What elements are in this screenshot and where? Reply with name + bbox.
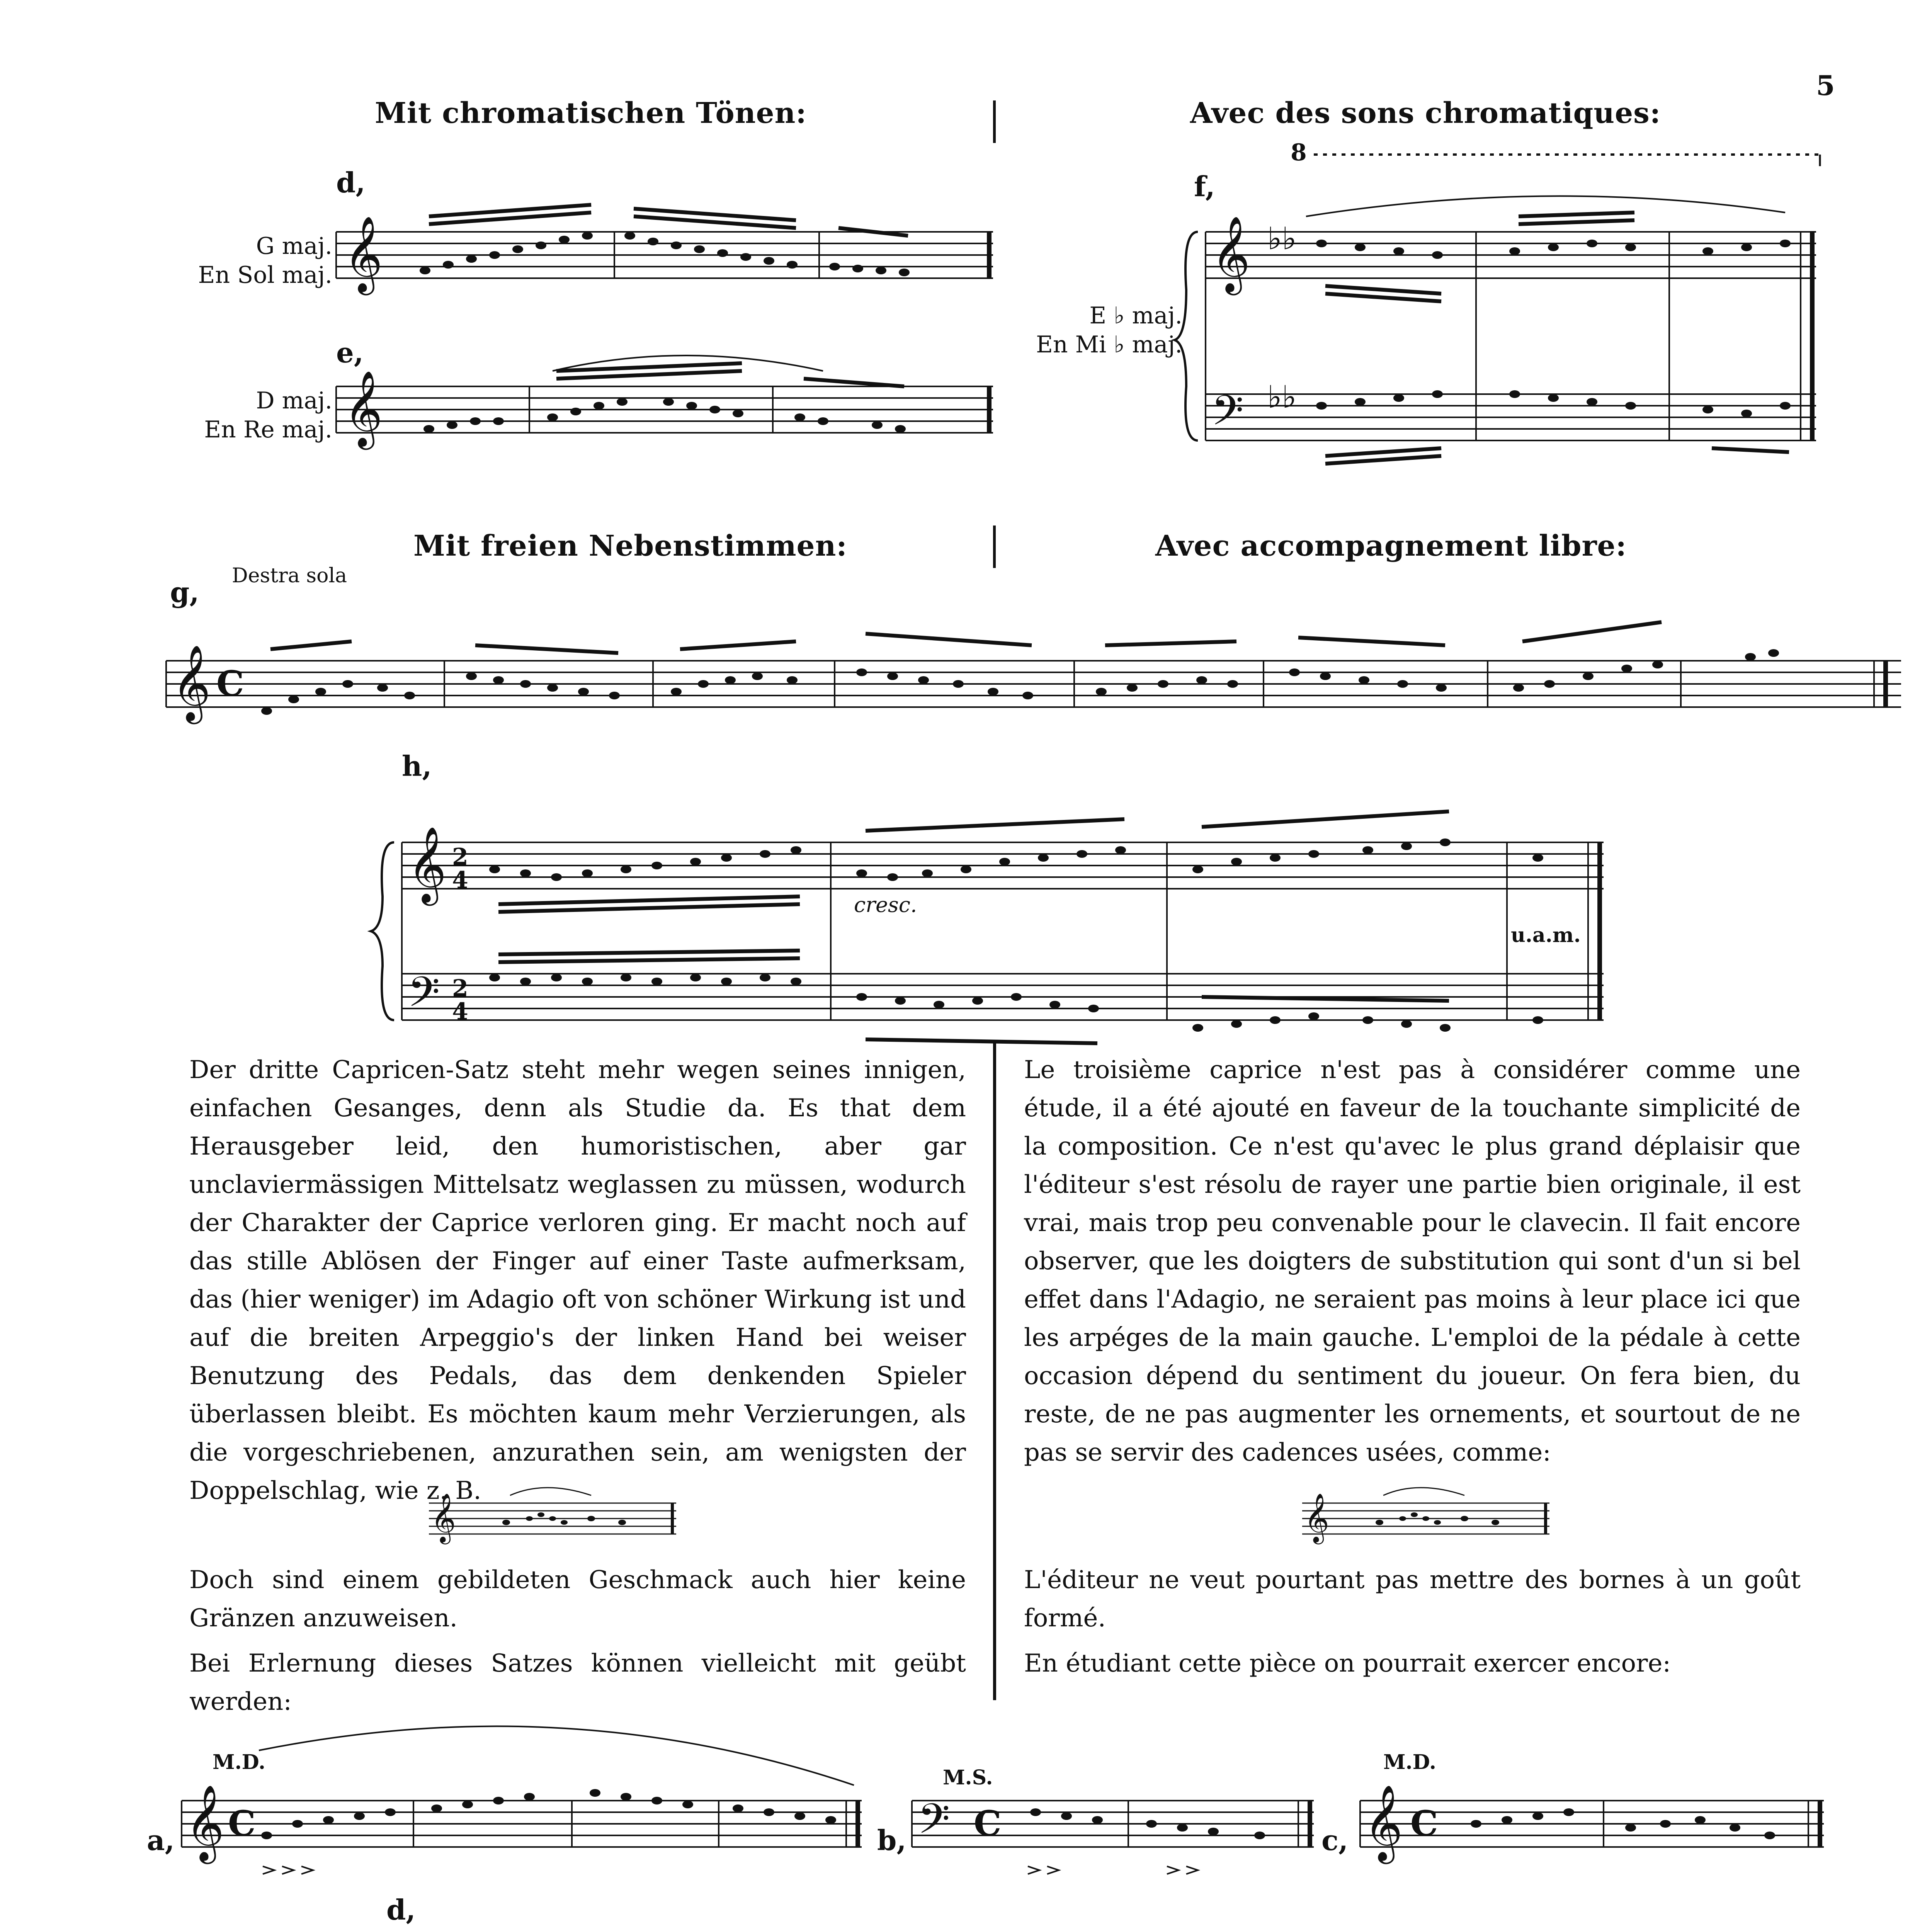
svg-text:𝄞: 𝄞	[431, 1493, 456, 1542]
paragraph-fr-3: En étudiant cette pièce on pourrait exercer encore:	[1024, 1649, 1671, 1678]
text-column-french	[1024, 1051, 1801, 1479]
svg-text:𝄞: 𝄞	[185, 1784, 224, 1861]
key-fr: En Re maj.	[204, 416, 332, 443]
grand-staff-example-h	[379, 796, 1615, 1066]
paragraph-de-2: Doch sind einem gebildeten Geschmack auch hier keine Gränzen anzuweisen.	[189, 1566, 966, 1633]
column-divider	[993, 1043, 996, 1700]
column-divider	[993, 526, 996, 568]
example-d-label: d,	[336, 166, 366, 199]
page-number: 5	[1816, 70, 1835, 102]
example-d-key	[116, 232, 332, 290]
svg-text:2: 2	[452, 844, 468, 871]
direction-destra-sola: Destra sola	[232, 564, 347, 587]
ottava-line	[1314, 151, 1828, 166]
paragraph-de-1: Der dritte Capricen-Satz steht mehr wegen seines innigen, einfachen Gesanges, denn als Studie da. Es that dem Herausgeber leid, den humoristischen, aber gar unclaviermässigen Mittelsatz weglassen zu müssen, wodurch der Charakter der Caprice verloren ging. Er macht noch auf das stille Ablösen der Finger auf einer Taste aufmerksam, das (hier weniger) im Adagio oft von schöner Wirkung ist und auf die breiten Arpeggio's der linken Hand bei weiser Benutzung des Pedals, das dem denkenden Spieler überlassen bleibt. Es möchten kaum mehr Verzierungen, als die vorgeschriebenen, anzurathen sein, am wenigsten der Doppelschlag, wie z. B.	[189, 1056, 966, 1505]
cresc-marking: cresc.	[854, 893, 917, 917]
svg-text:𝄢: 𝄢	[918, 1794, 950, 1853]
key-de: G maj.	[256, 233, 332, 260]
svg-text:𝄞: 𝄞	[1304, 1493, 1330, 1542]
exercise-c-hand: M.D.	[1383, 1750, 1437, 1774]
svg-text:2: 2	[452, 975, 468, 1002]
staff-exercise-c	[1360, 1785, 1828, 1901]
key-fr: En Mi ♭ maj.	[1036, 331, 1182, 358]
svg-text:C: C	[1410, 1803, 1438, 1844]
heading-accomp-fr: Avec accompagnement libre:	[1155, 529, 1627, 563]
grand-staff-example-f	[1182, 193, 1839, 487]
svg-text:𝄢: 𝄢	[1211, 386, 1244, 445]
column-divider	[993, 100, 996, 143]
turn-example-german	[429, 1480, 692, 1549]
turn-example-french	[1302, 1480, 1565, 1549]
text-column-german	[189, 1051, 966, 1517]
example-g-label: g,	[170, 576, 199, 609]
svg-text:𝄞: 𝄞	[344, 216, 383, 292]
svg-text:𝄞: 𝄞	[1211, 216, 1250, 292]
staff-example-g	[166, 603, 1901, 765]
svg-text:C: C	[228, 1803, 256, 1844]
paragraph-fr-2: L'éditeur ne veut pourtant pas mettre des bornes à un goût formé.	[1024, 1566, 1801, 1633]
svg-text:𝄞: 𝄞	[344, 370, 383, 447]
svg-text:C: C	[216, 663, 244, 704]
heading-accomp-de: Mit freien Nebenstimmen:	[413, 529, 847, 563]
staff-example-e	[336, 363, 993, 495]
exercise-b-label: b,	[877, 1824, 906, 1857]
exercise-b-hand: M.S.	[943, 1766, 993, 1789]
text-column-german-cont	[189, 1561, 966, 1728]
svg-text:♭♭: ♭♭	[1267, 221, 1297, 257]
staff-exercise-b	[912, 1785, 1318, 1886]
example-e-label: e,	[336, 336, 364, 369]
exercise-d-label: d,	[386, 1893, 416, 1926]
heading-chromatic-fr: Avec des sons chromatiques:	[1190, 97, 1661, 130]
key-fr: En Sol maj.	[198, 262, 332, 289]
paragraph-de-3: Bei Erlernung dieses Satzes können vielleicht mit geübt werden:	[189, 1649, 966, 1716]
staff-example-d	[336, 193, 993, 325]
exercise-c-label: c,	[1321, 1824, 1348, 1857]
heading-chromatic-de: Mit chromatischen Tönen:	[375, 97, 807, 130]
example-f-label: f,	[1194, 170, 1215, 203]
svg-text:♭♭: ♭♭	[1267, 379, 1297, 415]
svg-text:𝄢: 𝄢	[408, 968, 440, 1026]
example-h-label: h,	[402, 750, 432, 782]
staff-exercise-a	[182, 1708, 869, 1886]
end-mark-uam: u.a.m.	[1511, 923, 1581, 947]
exercise-a-label: a,	[147, 1824, 175, 1857]
svg-text:𝄞: 𝄞	[172, 645, 211, 721]
key-de: D maj.	[256, 387, 332, 414]
svg-text:4: 4	[452, 867, 468, 894]
ottava-mark: 8	[1291, 139, 1307, 166]
key-de: E ♭ maj.	[1089, 302, 1182, 329]
paragraph-fr-1: Le troisième caprice n'est pas à considérer comme une étude, il a été ajouté en faveur de la touchante simplicité de la composition. Ce n'est qu'avec le plus grand déplaisir que l'éditeur s'est résolu de rayer une partie bien originale, il est vrai, mais trop peu convenable pour le clavecin. Il fait encore observer, que les doigters de substitution qui sont d'un si bel effet dans l'Adagio, ne seraient pas moins à leur place ici que les arpéges de la main gauche. L'emploi de la pédale à cette occasion dépend du sentiment du joueur. On fera bien, du reste, de ne pas augmenter les ornements, et sourtout de ne pas se servir des cadences usées, comme:	[1024, 1056, 1801, 1467]
exercise-a-hand: M.D.	[213, 1750, 266, 1774]
svg-text:𝄞: 𝄞	[1364, 1784, 1403, 1861]
svg-text:𝄞: 𝄞	[408, 826, 447, 903]
example-e-key	[116, 386, 332, 444]
example-f-key	[989, 301, 1182, 359]
svg-text:C: C	[974, 1803, 1002, 1844]
svg-text:4: 4	[452, 998, 468, 1025]
text-column-french-cont	[1024, 1561, 1801, 1690]
